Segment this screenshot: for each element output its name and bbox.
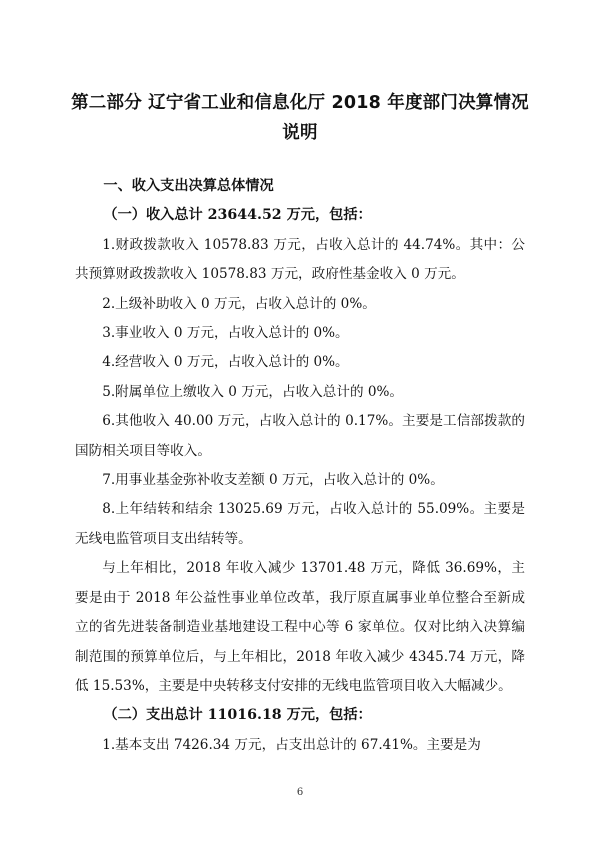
paragraph-subsidy-income: 2.上级补助收入 0 万元，占收入总计的 0%。 bbox=[102, 295, 376, 312]
title-line-1: 第二部分 辽宁省工业和信息化厅 2018 年度部门决算情况 bbox=[71, 93, 529, 113]
document-title bbox=[60, 88, 540, 148]
document-body bbox=[75, 172, 525, 760]
subsection-heading-expense: （二）支出总计 11016.18 万元，包括： bbox=[103, 707, 372, 724]
paragraph-operating-income: 4.经营收入 0 万元，占收入总计的 0%。 bbox=[102, 354, 349, 371]
paragraph-year-comparison: 与上年相比，2018 年收入减少 13701.48 万元，降低 36.69%，主要是由于 2018 年公益性事业单位改革，我厅原直属事业单位整合至新成立的省先进装备制造业基地建设工程中心等 6 家单位。仅对比纳入决算编制范围的预算单位后，与上年相比，2018 年收入减少 4345.74 万元，降低 15.53%，主要是中央转移支付安排的无线电监管项目收入大幅减少。 bbox=[75, 560, 525, 694]
title-line-2: 说明 bbox=[282, 123, 318, 143]
paragraph-basic-expense: 1.基本支出 7426.34 万元，占支出总计的 67.41%。主要是为 bbox=[102, 736, 481, 753]
paragraph-other-income: 6.其他收入 40.00 万元，占收入总计的 0.17%。主要是工信部拨款的国防相关项目等收入。 bbox=[75, 413, 525, 459]
page-number: 6 bbox=[296, 787, 304, 798]
subsection-heading-income: （一）收入总计 23644.52 万元，包括： bbox=[103, 207, 372, 224]
paragraph-fiscal-income: 1.财政拨款收入 10578.83 万元，占收入总计的 44.74%。其中：公共预算财政拨款收入 10578.83 万元，政府性基金收入 0 万元。 bbox=[75, 236, 525, 283]
paragraph-carryover: 8.上年结转和结余 13025.69 万元，占收入总计的 55.09%。主要是无线电监管项目支出结转等。 bbox=[75, 501, 525, 547]
paragraph-affiliate-income: 5.附属单位上缴收入 0 万元，占收入总计的 0%。 bbox=[102, 383, 404, 400]
section-heading: 一、收入支出决算总体情况 bbox=[103, 178, 274, 194]
paragraph-business-income: 3.事业收入 0 万元，占收入总计的 0%。 bbox=[102, 325, 349, 342]
paragraph-fund-offset: 7.用事业基金弥补收支差额 0 万元，占收入总计的 0%。 bbox=[102, 472, 444, 489]
